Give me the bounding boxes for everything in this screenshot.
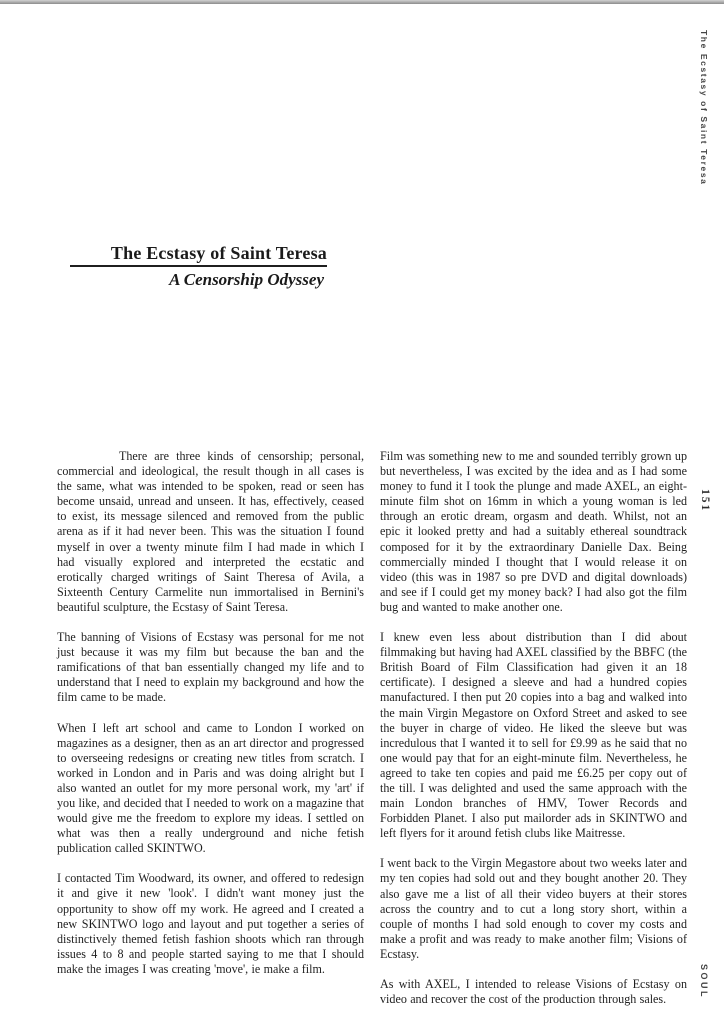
paragraph: I knew even less about distribution than I did about filmmaking but having had AXEL classified by the BBFC (the British Board of Film Classification had given it an 18 certificate). I designed a sleeve and had a hundred copies manufactured. I then put 20 copies into a bag and walked into the main Virgin Megastore on Oxford Street and asked to see the buyer in charge of video. He liked the sleeve but was incredulous that I wanted it to sell for £9.99 as he said that no one would pay that for an eight-minute film. Nevertheless, he agreed to take ten copies and paid me £6.25 per copy out of the till. I was delighted and used the same approach with the main London branches of HMV, Tower Records and Forbidden Planet. I also put mailorder ads in SKINTWO and left flyers for it around fetish clubs like Maitresse. xyxy=(380,630,687,841)
footer-label: SOUL xyxy=(699,964,709,1000)
paragraph: I went back to the Virgin Megastore about two weeks later and my ten copies had sold out and they bought another 20. They also gave me a list of all their video buyers at their stores across the country and to cut a long story short, within a couple of months I had sold enough to cover my costs and make a profit and was ready to make another film; Visions of Ecstasy. xyxy=(380,856,687,961)
paragraph: The banning of Visions of Ecstasy was personal for me not just because it was my film but because the ban and the ramifications of that ban essentially changed my life and to understand that I need to explain my background and how the film came to be made. xyxy=(57,630,364,705)
paragraph: When I left art school and came to London I worked on magazines as a designer, then as an art director and progressed to overseeing redesigns or creating new titles from scratch. I worked in London and in Paris and was doing alright but I also wanted an outlet for my more personal work, my 'art' if you like, and decided that I needed to work on a magazine that would give me the freedom to explore my ideas. I settled on what was then a really underground and niche fetish publication called SKINTWO. xyxy=(57,720,364,856)
margin-rail xyxy=(690,0,724,1024)
spine-title: The Ecstasy of Saint Teresa xyxy=(699,30,709,186)
article-title: The Ecstasy of Saint Teresa xyxy=(70,243,327,267)
article-subtitle: A Censorship Odyssey xyxy=(169,270,324,289)
title-block xyxy=(70,243,327,290)
paragraph: As with AXEL, I intended to release Visions of Ecstasy on video and recover the cost of the production through sales. xyxy=(380,977,687,1007)
paragraph: There are three kinds of censorship; personal, commercial and ideological, the result though in all cases is the same, what was intended to be spoken, read or seen has become unsaid, unread and unseen. It has, effectively, ceased to exist, its message silenced and removed from the public arena as if it had never been. This was the situation I found myself in over a twenty minute film I had made in which I had visually explored and interpreted the ecstatic and erotically charged writings of Saint Theresa of Avila, a Sixteenth Century Carmelite nun immortalised in Bernini's beautiful sculpture, the Ecstasy of Saint Teresa. xyxy=(57,449,364,614)
body-columns xyxy=(57,449,688,1022)
text-column-left xyxy=(57,449,364,1022)
page-number: 151 xyxy=(699,489,711,513)
paragraph: Film was something new to me and sounded terribly grown up but nevertheless, I was excited by the idea and as I had some money to fund it I took the plunge and made AXEL, an eight-minute film shot on 16mm in which a young woman is led through an erotic dream, orgasm and death. Whilst, not an epic it looked pretty and had a suitably ethereal soundtrack composed for it by the extraordinary Danielle Dax. Being commercially minded I thought that I would release it on video (this was in 1987 so pre DVD and digital downloads) and see if I could get my money back? I had also got the film bug and wanted to make another one. xyxy=(380,449,687,614)
paragraph: I contacted Tim Woodward, its owner, and offered to redesign it and give it new 'look'. I didn't want money just the opportunity to show off my work. He agreed and I created a new SKINTWO logo and layout and put together a series of distinctively themed fetish fashion shoots which ran through issues 4 to 8 and people started saying to me that I should make the images I was creating 'move', ie make a film. xyxy=(57,871,364,976)
scan-edge-top xyxy=(0,0,724,4)
text-column-right xyxy=(380,449,687,1022)
